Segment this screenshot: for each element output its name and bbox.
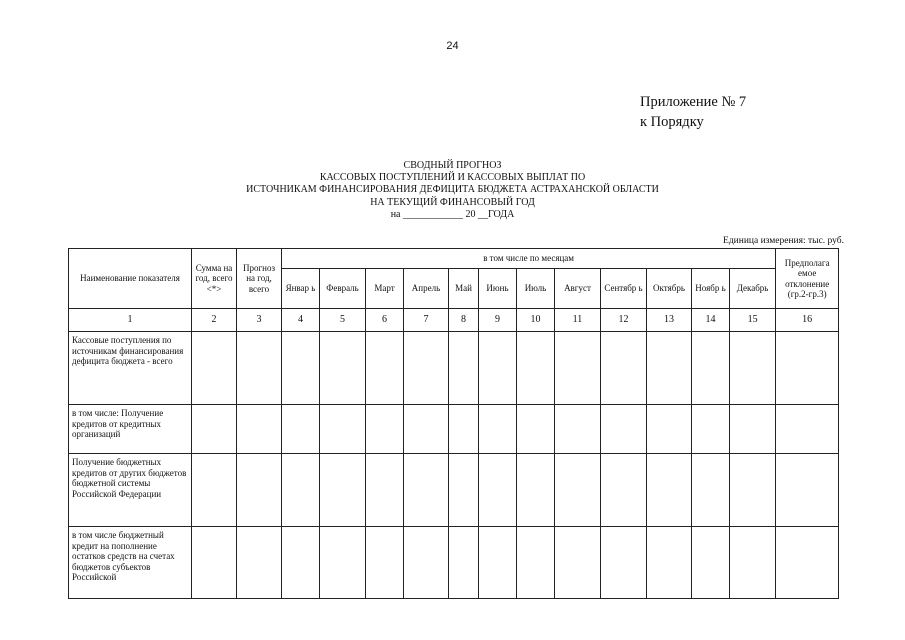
table-cell: [449, 527, 479, 599]
column-number: 12: [601, 309, 647, 332]
column-number: 8: [449, 309, 479, 332]
table-cell: [517, 454, 555, 527]
table-row: [69, 405, 839, 454]
table-cell: [192, 332, 237, 405]
table-cell: [776, 527, 839, 599]
title-line-1: СВОДНЫЙ ПРОГНОЗ: [403, 160, 502, 171]
table-cell: [449, 405, 479, 454]
header-name: Наименование показателя: [69, 249, 192, 309]
table-cell: [404, 405, 449, 454]
table-cell: [192, 454, 237, 527]
table-cell: [282, 454, 320, 527]
table-cell: [449, 454, 479, 527]
table-cell: [366, 454, 404, 527]
table-cell: [479, 332, 517, 405]
table-cell: [517, 527, 555, 599]
table-cell: [320, 454, 366, 527]
table-cell: [404, 332, 449, 405]
table-cell: [404, 527, 449, 599]
table-cell: [237, 332, 282, 405]
table-cell: [692, 332, 730, 405]
table-cell: [601, 454, 647, 527]
header-month-apr: Апрель: [404, 269, 449, 309]
column-number: 14: [692, 309, 730, 332]
table-cell: [479, 454, 517, 527]
header-month-oct: Октябрь: [647, 269, 692, 309]
table-cell: [730, 454, 776, 527]
header-sum: Сумма на год, всего <*>: [192, 249, 237, 309]
row-label: в том числе: Получение кредитов от кредитных организаций: [69, 405, 192, 454]
title-line-3: ИСТОЧНИКАМ ФИНАНСИРОВАНИЯ ДЕФИЦИТА БЮДЖЕТА АСТРАХАНСКОЙ ОБЛАСТИ: [246, 184, 659, 196]
header-month-aug: Август: [555, 269, 601, 309]
title-line-4: НА ТЕКУЩИЙ ФИНАНСОВЫЙ ГОД: [370, 196, 535, 208]
column-number: 13: [647, 309, 692, 332]
units-label: Единица измерения: тыс. руб.: [723, 236, 844, 246]
appendix-line-2: к Порядку: [640, 114, 704, 130]
column-number-row: [69, 309, 839, 332]
table-cell: [320, 332, 366, 405]
table-cell: [730, 332, 776, 405]
appendix-note: [640, 92, 746, 132]
table-cell: [237, 527, 282, 599]
table-cell: [601, 405, 647, 454]
column-number: 10: [517, 309, 555, 332]
column-number: 15: [730, 309, 776, 332]
header-month-jan: Январ ь: [282, 269, 320, 309]
table-cell: [479, 527, 517, 599]
table-cell: [730, 527, 776, 599]
column-number: 4: [282, 309, 320, 332]
table-cell: [479, 405, 517, 454]
table-row: [69, 527, 839, 599]
table-cell: [517, 332, 555, 405]
table-cell: [647, 405, 692, 454]
table-cell: [555, 332, 601, 405]
table-cell: [776, 332, 839, 405]
title-line-2: КАССОВЫХ ПОСТУПЛЕНИЙ И КАССОВЫХ ВЫПЛАТ ПО: [319, 172, 586, 184]
table-cell: [282, 405, 320, 454]
column-number: 3: [237, 309, 282, 332]
header-month-sep: Сентябр ь: [601, 269, 647, 309]
column-number: 9: [479, 309, 517, 332]
column-number: 7: [404, 309, 449, 332]
table-cell: [320, 405, 366, 454]
header-month-feb: Февраль: [320, 269, 366, 309]
table-cell: [192, 527, 237, 599]
header-month-jul: Июль: [517, 269, 555, 309]
table-cell: [730, 405, 776, 454]
header-month-jun: Июнь: [479, 269, 517, 309]
table-cell: [647, 527, 692, 599]
header-month-dec: Декабрь: [730, 269, 776, 309]
table-cell: [647, 454, 692, 527]
column-number: 11: [555, 309, 601, 332]
table-cell: [320, 527, 366, 599]
column-number: 2: [192, 309, 237, 332]
header-by-months: в том числе по месяцам: [282, 249, 776, 269]
table-cell: [692, 454, 730, 527]
page-number: 24: [446, 40, 459, 52]
row-label: Получение бюджетных кредитов от других бюджетов бюджетной системы Российской Федерации: [69, 454, 192, 527]
row-label: в том числе бюджетный кредит на пополнение остатков средств на счетах бюджетов субъектов Российской: [69, 527, 192, 599]
header-month-mar: Март: [366, 269, 404, 309]
table-cell: [692, 527, 730, 599]
column-number: 1: [69, 309, 192, 332]
table-cell: [601, 527, 647, 599]
table-cell: [192, 405, 237, 454]
table-cell: [404, 454, 449, 527]
title-line-5: на ____________ 20 __ГОДА: [390, 208, 515, 220]
table-cell: [282, 332, 320, 405]
table-cell: [366, 332, 404, 405]
table-row: [69, 454, 839, 527]
appendix-line-1: Приложение № 7: [640, 94, 747, 110]
table-cell: [237, 454, 282, 527]
column-number: 16: [776, 309, 839, 332]
forecast-table: [68, 248, 839, 599]
table-cell: [601, 332, 647, 405]
table-cell: [776, 454, 839, 527]
column-number: 6: [366, 309, 404, 332]
table-cell: [647, 332, 692, 405]
table-row: [69, 332, 839, 405]
table-cell: [237, 405, 282, 454]
header-month-may: Май: [449, 269, 479, 309]
table-cell: [366, 405, 404, 454]
table-cell: [555, 527, 601, 599]
header-forecast: Прогноз на год, всего: [237, 249, 282, 309]
table-cell: [555, 454, 601, 527]
table-cell: [449, 332, 479, 405]
table-cell: [555, 405, 601, 454]
table-cell: [282, 527, 320, 599]
document-title: [0, 160, 905, 221]
table-cell: [776, 405, 839, 454]
table-cell: [366, 527, 404, 599]
table-cell: [517, 405, 555, 454]
header-deviation: Предполага емое отклонение (гр.2-гр.3): [776, 249, 839, 309]
row-label: Кассовые поступления по источникам финансирования дефицита бюджета - всего: [69, 332, 192, 405]
table-cell: [692, 405, 730, 454]
column-number: 5: [320, 309, 366, 332]
header-month-nov: Ноябр ь: [692, 269, 730, 309]
